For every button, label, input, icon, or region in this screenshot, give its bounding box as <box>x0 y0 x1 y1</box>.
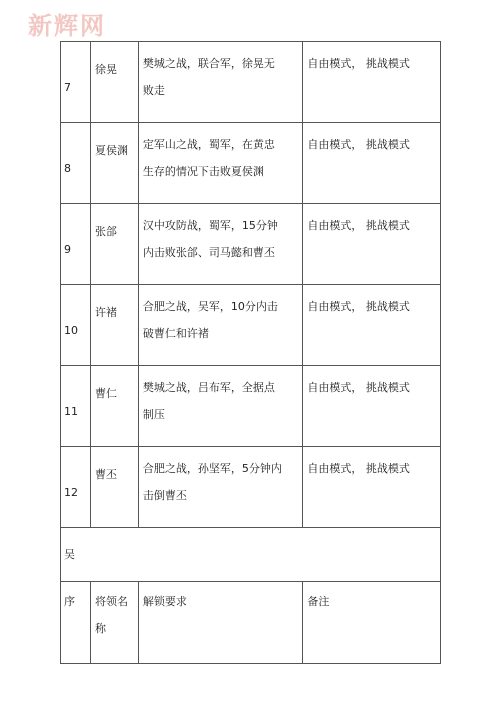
note: 自由模式， 挑战模式 <box>303 123 441 204</box>
unlock-requirement: 樊城之战，联合军，徐晃无 败走 <box>138 42 303 123</box>
row-number: 10 <box>61 285 91 366</box>
row-number: 11 <box>61 366 91 447</box>
note: 自由模式， 挑战模式 <box>303 285 441 366</box>
table-row <box>61 204 441 285</box>
section-row-wu <box>61 528 441 582</box>
unlock-requirement: 汉中攻防战，蜀军，15分钟 内击败张郃、司马懿和曹丕 <box>138 204 303 285</box>
row-number: 8 <box>61 123 91 204</box>
header-requirement: 解锁要求 <box>138 582 303 664</box>
unlock-requirement: 定军山之战，蜀军，在黄忠 生存的情况下击败夏侯渊 <box>138 123 303 204</box>
header-number: 序 <box>61 582 91 664</box>
header-note: 备注 <box>303 582 441 664</box>
header-row <box>61 582 441 664</box>
general-name: 夏侯渊 <box>90 123 138 204</box>
row-number: 7 <box>61 42 91 123</box>
row-number: 9 <box>61 204 91 285</box>
table-row <box>61 447 441 528</box>
table-row <box>61 285 441 366</box>
note: 自由模式， 挑战模式 <box>303 42 441 123</box>
note: 自由模式， 挑战模式 <box>303 366 441 447</box>
table-row <box>61 123 441 204</box>
note: 自由模式， 挑战模式 <box>303 204 441 285</box>
unlock-requirement: 合肥之战，吴军，10分内击 破曹仁和许褚 <box>138 285 303 366</box>
unlock-requirement: 合肥之战，孙坚军，5分钟内 击倒曹丕 <box>138 447 303 528</box>
general-name: 许褚 <box>90 285 138 366</box>
watermark-logo: 新辉网 <box>28 12 106 40</box>
general-name: 张郃 <box>90 204 138 285</box>
row-number: 12 <box>61 447 91 528</box>
note: 自由模式， 挑战模式 <box>303 447 441 528</box>
unlock-requirement: 樊城之战，吕布军，全据点 制压 <box>138 366 303 447</box>
unlock-table <box>60 41 441 664</box>
header-general-name: 将领名 称 <box>90 582 138 664</box>
general-name: 徐晃 <box>90 42 138 123</box>
table-row <box>61 42 441 123</box>
section-title: 吴 <box>61 528 441 582</box>
general-name: 曹仁 <box>90 366 138 447</box>
general-name: 曹丕 <box>90 447 138 528</box>
table-row <box>61 366 441 447</box>
